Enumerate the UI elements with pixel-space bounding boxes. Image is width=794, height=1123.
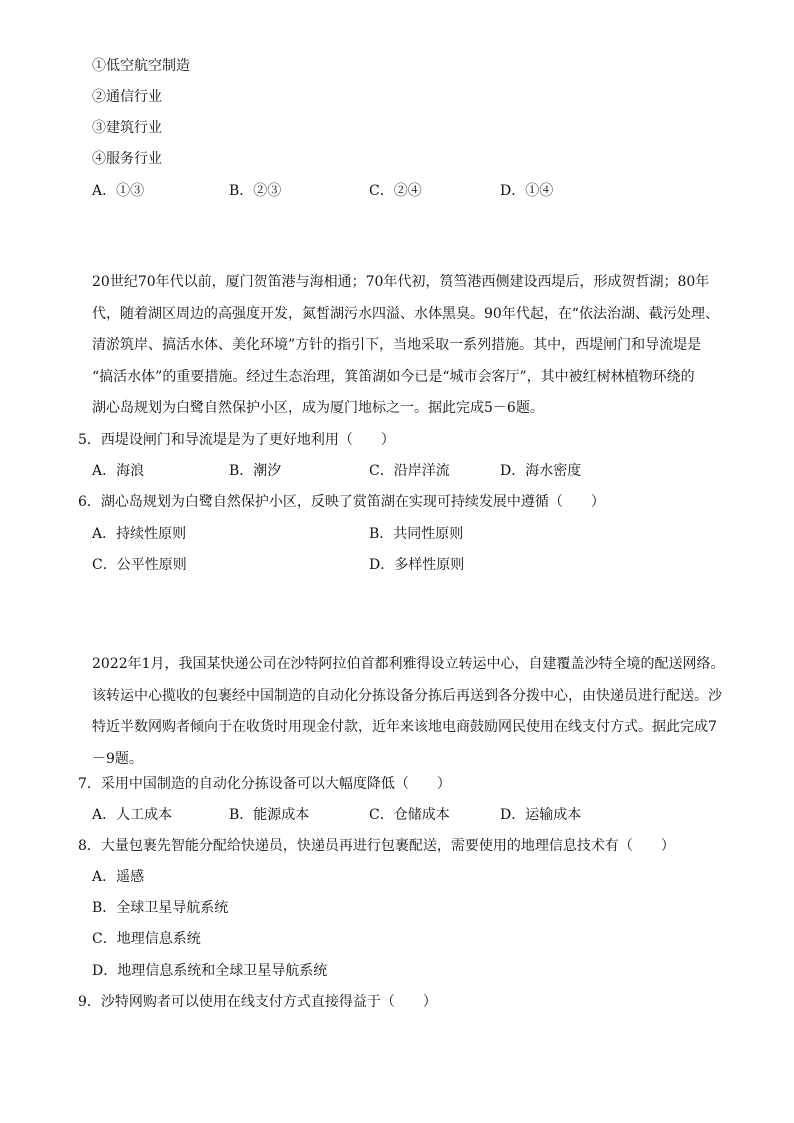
passage-1-line: “搞活水体”的重要措施。经过生态治理，箕笛湖如今已是“城市会客厅”，其中被红树林植物环绕的 (92, 368, 695, 385)
passage-2-line: 2022年1月，我国某快递公司在沙特阿拉伯首都利雅得设立转运中心，自建覆盖沙特全境的配送网络。 (92, 656, 725, 672)
statement-item-4: ④服务行业 (92, 151, 162, 167)
question-7-stem: 7．采用中国制造的自动化分拣设备可以大幅度降低（ ） (78, 776, 451, 792)
q8-option-b: B．全球卫星导航系统 (92, 900, 229, 916)
q8-option-d: D．地理信息系统和全球卫星导航系统 (92, 963, 328, 979)
option-c: C．②④ (369, 183, 422, 199)
q8-option-c: C．地理信息系统 (92, 931, 201, 947)
statement-item-1: ①低空航空制造 (92, 58, 190, 74)
passage-1-line: 代，随着湖区周边的高强度开发，氮皙湖污水四溢、水体黑臭。90年代起，在“依法治湖、截污处理、 (92, 305, 719, 322)
question-9-stem: 9．沙特网购者可以使用在线支付方式直接得益于（ ） (78, 994, 437, 1010)
option-b: B．②③ (229, 183, 282, 199)
q6-option-a: A．持续性原则 (92, 526, 187, 542)
question-8-stem: 8．大量包裹先智能分配给快递员，快递员再进行包裹配送，需要使用的地理信息技术有（ ） (78, 838, 675, 854)
q5-option-d: D．海水密度 (500, 463, 582, 479)
q7-option-b: B．能源成本 (229, 807, 310, 823)
q7-option-a: A．人工成本 (92, 807, 173, 823)
passage-1-line: 湖心岛规划为白鹭自然保护小区，成为厦门地标之一。据此完成5－6题。 (92, 400, 544, 416)
q8-option-a: A．遥感 (92, 869, 145, 885)
q5-option-a: A．海浪 (92, 463, 145, 479)
q5-option-c: C．沿岸洋流 (369, 463, 450, 479)
passage-2-line: 特近半数网购者倾向于在收货时用现金付款，近年来该地电商鼓励网民使用在线支付方式。据此完成7 (92, 719, 717, 735)
q7-option-d: D．运输成本 (500, 807, 582, 823)
passage-2-line: 该转运中心揽收的包裹经中国制造的自动化分拣设备分拣后再送到各分拨中心，由快递员进行配送。沙 (92, 687, 722, 704)
q7-option-c: C．仓储成本 (369, 807, 450, 823)
q6-option-c: C．公平性原则 (92, 557, 187, 573)
statement-item-2: ②通信行业 (92, 89, 162, 105)
statement-item-3: ③建筑行业 (92, 120, 162, 136)
question-6-stem: 6．湖心岛规划为白鹭自然保护小区，反映了赏笛湖在实现可持续发展中遵循（ ） (78, 494, 605, 510)
q6-option-d: D．多样性原则 (369, 557, 465, 573)
option-a: A．①③ (92, 183, 145, 199)
question-5-stem: 5．西堤设闸门和导流堤是为了更好地利用（ ） (78, 432, 395, 448)
passage-2 (92, 649, 725, 775)
passage-1-line: 清淤筑岸、搞活水体、美化环境”方针的指引下，当地采取一系列措施。其中，西堤闸门和导流堤是 (92, 337, 702, 353)
q5-option-b: B．潮汐 (229, 463, 282, 479)
passage-1-line: 20世纪70年代以前，厦门贺笛港与海相通；70年代初，筼筜港西侧建设西堤后，形成贺哲湖；80年 (92, 274, 710, 290)
passage-2-line: －9题。 (92, 750, 143, 767)
q6-option-b: B．共同性原则 (369, 526, 464, 542)
passage-1 (92, 267, 722, 425)
option-d: D．①④ (500, 183, 554, 199)
